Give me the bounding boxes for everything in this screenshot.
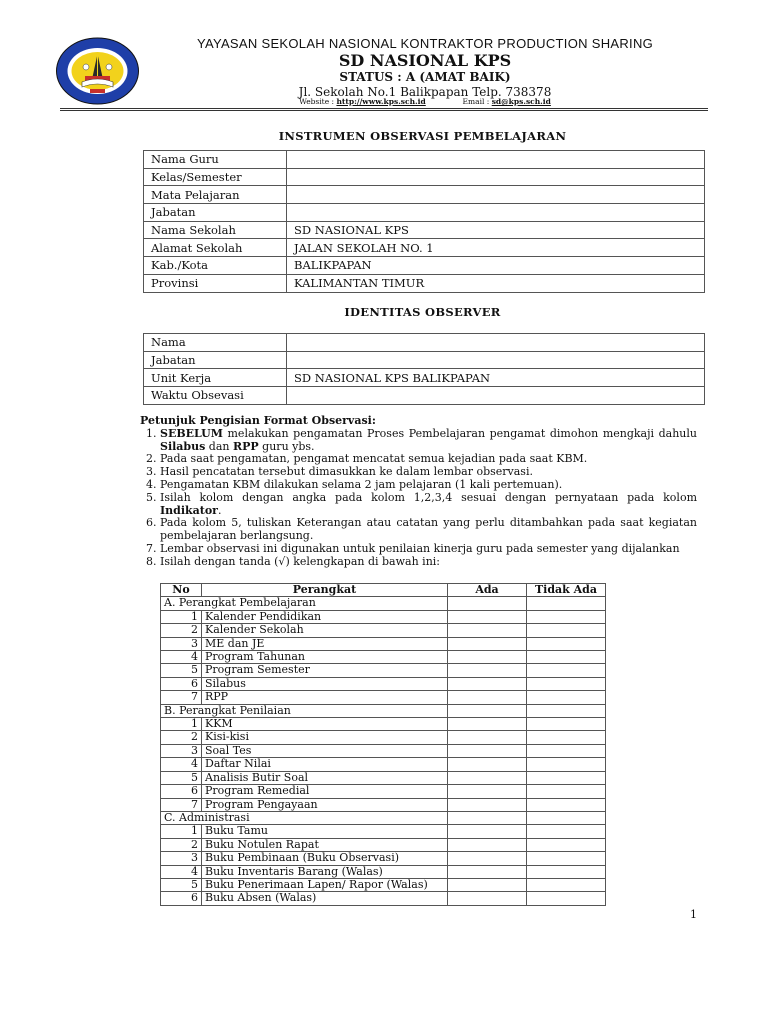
table-row [161,758,606,771]
info-value[interactable]: KALIMANTAN TIMUR [287,274,705,292]
foundation-name: YAYASAN SEKOLAH NASIONAL KONTRAKTOR PRODUCTION SHARING [196,36,654,51]
item-name: Silabus [202,677,448,690]
absent-cell[interactable] [527,610,606,623]
absent-cell[interactable] [527,651,606,664]
present-cell[interactable] [448,838,527,851]
item-number: 1 [161,825,202,838]
group-row [161,704,606,717]
item-number: 1 [161,610,202,623]
item-number: 7 [161,691,202,704]
header-divider [60,108,708,109]
info-value[interactable] [287,168,705,186]
school-address: Jl. Sekolah No.1 Balikpapan Telp. 738378 [298,85,552,99]
item-number: 3 [161,637,202,650]
table-row [161,718,606,731]
header-divider-2 [60,110,708,111]
table-row [144,387,705,405]
absent-cell[interactable] [527,704,606,717]
form-title: INSTRUMEN OBSERVASI PEMBELAJARAN [278,129,567,143]
email-link[interactable]: sd@kps.sch.id [491,97,551,106]
info-value[interactable] [287,334,705,352]
item-name: Kalender Sekolah [202,624,448,637]
item-name: Buku Tamu [202,825,448,838]
absent-cell[interactable] [527,718,606,731]
info-value[interactable] [287,351,705,369]
absent-cell[interactable] [527,865,606,878]
table-row [161,651,606,664]
item-number: 2 [161,838,202,851]
table-row [144,274,705,292]
item-number: 3 [161,852,202,865]
item-name: Buku Pembinaan (Buku Observasi) [202,852,448,865]
school-name: SD NASIONAL KPS [338,51,512,70]
info-label: Jabatan [144,351,287,369]
present-cell[interactable] [448,610,527,623]
item-number: 6 [161,785,202,798]
item-number: 6 [161,677,202,690]
absent-cell[interactable] [527,811,606,824]
info-label: Alamat Sekolah [144,239,287,257]
item-number: 2 [161,624,202,637]
item-name: ME dan JE [202,637,448,650]
present-cell[interactable] [448,718,527,731]
absent-cell[interactable] [527,637,606,650]
info-label: Jabatan [144,204,287,222]
table-row [161,852,606,865]
table-row [144,351,705,369]
item-number: 5 [161,771,202,784]
table-row [161,825,606,838]
item-number: 5 [161,664,202,677]
present-cell[interactable] [448,664,527,677]
item-name: Buku Notulen Rapat [202,838,448,851]
table-row [144,239,705,257]
info-value[interactable] [287,151,705,169]
info-label: Kab./Kota [144,257,287,275]
present-cell[interactable] [448,878,527,891]
col-header-absent: Tidak Ada [527,584,606,597]
present-cell[interactable] [448,825,527,838]
group-title: B. Perangkat Penilaian [161,704,448,717]
item-name: Kalender Pendidikan [202,610,448,623]
table-row [144,151,705,169]
table-row [161,744,606,757]
absent-cell[interactable] [527,731,606,744]
group-row [161,597,606,610]
present-cell[interactable] [448,771,527,784]
instructions-list [140,428,697,569]
present-cell[interactable] [448,677,527,690]
item-name: Program Tahunan [202,651,448,664]
item-name: Buku Penerimaan Lapen/ Rapor (Walas) [202,878,448,891]
item-number: 4 [161,651,202,664]
instructions [140,415,697,569]
table-row [144,204,705,222]
table-header-row [161,584,606,597]
table-row [161,637,606,650]
present-cell[interactable] [448,811,527,824]
page-number: 1 [690,908,697,921]
info-label: Waktu Obsevasi [144,387,287,405]
present-cell[interactable] [448,624,527,637]
info-label: Provinsi [144,274,287,292]
absent-cell[interactable] [527,852,606,865]
item-name: Soal Tes [202,744,448,757]
table-row [144,168,705,186]
present-cell[interactable] [448,651,527,664]
table-row [161,691,606,704]
email-label: Email : [462,97,492,106]
instructions-heading: Petunjuk Pengisian Format Observasi: [140,414,376,427]
absent-cell[interactable] [527,771,606,784]
table-row [161,865,606,878]
item-name: Buku Inventaris Barang (Walas) [202,865,448,878]
table-row [144,257,705,275]
instruction-item: 7. Lembar observasi ini digunakan untuk penilaian kinerja guru pada semester yang dijalankan [160,543,697,556]
item-number: 5 [161,878,202,891]
item-name: Buku Absen (Walas) [202,892,448,905]
instruction-item: 8. Isilah dengan tanda (√) kelengkapan di bawah ini: [160,556,697,569]
group-row [161,811,606,824]
absent-cell[interactable] [527,825,606,838]
present-cell[interactable] [448,758,527,771]
table-row [161,785,606,798]
present-cell[interactable] [448,731,527,744]
item-name: Program Remedial [202,785,448,798]
observer-title: IDENTITAS OBSERVER [344,305,501,319]
absent-cell[interactable] [527,664,606,677]
absent-cell[interactable] [527,892,606,905]
table-row [161,798,606,811]
info-value[interactable] [287,204,705,222]
absent-cell[interactable] [527,785,606,798]
present-cell[interactable] [448,597,527,610]
present-cell[interactable] [448,798,527,811]
absent-cell[interactable] [527,744,606,757]
absent-cell[interactable] [527,878,606,891]
instruction-item: 3. Hasil pencatatan tersebut dimasukkan ke dalam lembar observasi. [160,466,697,479]
present-cell[interactable] [448,744,527,757]
present-cell[interactable] [448,892,527,905]
table-row [144,334,705,352]
item-number: 4 [161,865,202,878]
present-cell[interactable] [448,691,527,704]
table-row [144,369,705,387]
table-row [144,186,705,204]
instruction-item: 2. Pada saat pengamatan, pengamat mencatat semua kejadian pada saat KBM. [160,453,697,466]
item-number: 6 [161,892,202,905]
table-row [161,878,606,891]
item-name: Program Pengayaan [202,798,448,811]
absent-cell[interactable] [527,677,606,690]
present-cell[interactable] [448,785,527,798]
info-value[interactable]: SD NASIONAL KPS BALIKPAPAN [287,369,705,387]
instruction-item: 5. Isilah kolom dengan angka pada kolom 1,2,3,4 sesuai dengan pernyataan pada kolom Indikator. [160,492,697,518]
info-label: Nama Guru [144,151,287,169]
info-value[interactable]: BALIKPAPAN [287,257,705,275]
item-name: KKM [202,718,448,731]
info-value[interactable] [287,387,705,405]
table-row [144,221,705,239]
col-header-no: No [161,584,202,597]
info-label: Unit Kerja [144,369,287,387]
table-row [161,664,606,677]
group-title: A. Perangkat Pembelajaran [161,597,448,610]
school-logo [55,36,140,106]
present-cell[interactable] [448,865,527,878]
observer-info-table [143,333,705,405]
col-header-device: Perangkat [202,584,448,597]
item-number: 4 [161,758,202,771]
absent-cell[interactable] [527,691,606,704]
instruction-item: 6. Pada kolom 5, tuliskan Keterangan atau catatan yang perlu ditambahkan pada saat kegiatan pembelajaran berlangsung. [160,517,697,543]
contact-line [150,97,700,106]
table-row [161,677,606,690]
item-number: 1 [161,718,202,731]
instruction-item: 4. Pengamatan KBM dilakukan selama 2 jam pelajaran (1 kali pertemuan). [160,479,697,492]
item-name: RPP [202,691,448,704]
table-row [161,610,606,623]
table-row [161,731,606,744]
info-label: Kelas/Semester [144,168,287,186]
item-name: Kisi-kisi [202,731,448,744]
devices-table [160,583,606,906]
item-number: 7 [161,798,202,811]
info-label: Mata Pelajaran [144,186,287,204]
item-name: Program Semester [202,664,448,677]
col-header-present: Ada [448,584,527,597]
website-label: Website : [299,97,337,106]
instruction-item: 1. SEBELUM melakukan pengamatan Proses Pembelajaran pengamat dimohon mengkaji dahulu Silabus dan RPP guru ybs. [160,428,697,454]
table-row [161,771,606,784]
devices-table-body [161,597,606,905]
present-cell[interactable] [448,704,527,717]
present-cell[interactable] [448,852,527,865]
item-name: Daftar Nilai [202,758,448,771]
present-cell[interactable] [448,637,527,650]
table-row [161,624,606,637]
absent-cell[interactable] [527,758,606,771]
info-value[interactable]: JALAN SEKOLAH NO. 1 [287,239,705,257]
info-value[interactable] [287,186,705,204]
website-link[interactable]: http://www.kps.sch.id [336,97,426,106]
table-row [161,892,606,905]
item-number: 2 [161,731,202,744]
info-label: Nama [144,334,287,352]
info-label: Nama Sekolah [144,221,287,239]
info-value[interactable]: SD NASIONAL KPS [287,221,705,239]
item-number: 3 [161,744,202,757]
absent-cell[interactable] [527,798,606,811]
teacher-info-table [143,150,705,293]
absent-cell[interactable] [527,597,606,610]
school-status: STATUS : A (AMAT BAIK) [339,70,511,84]
item-name: Analisis Butir Soal [202,771,448,784]
table-row [161,838,606,851]
group-title: C. Administrasi [161,811,448,824]
absent-cell[interactable] [527,624,606,637]
absent-cell[interactable] [527,838,606,851]
